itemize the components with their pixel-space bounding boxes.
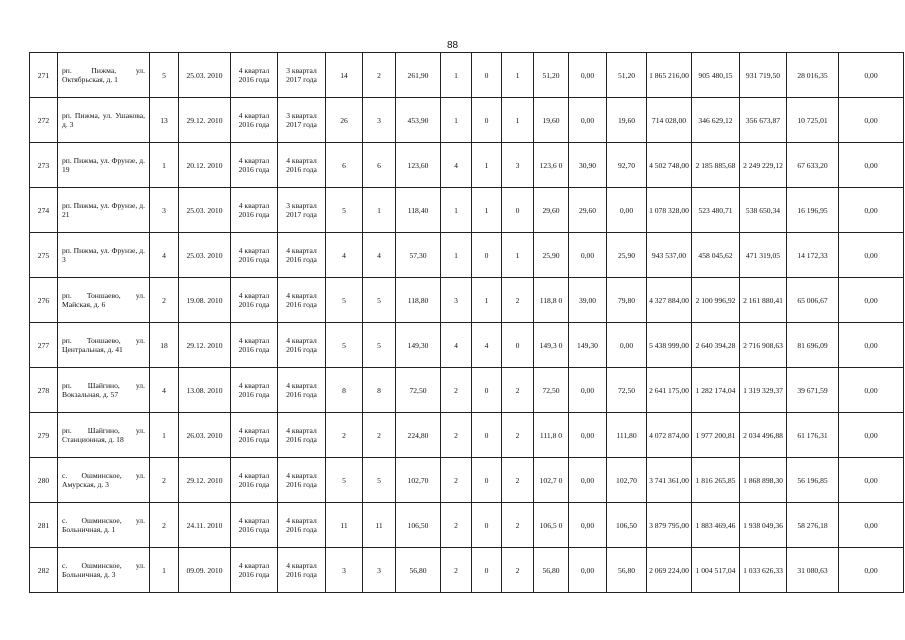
address-cell: рп. Пижма, ул. Ушакова, д. 3 bbox=[58, 98, 150, 143]
address-cell: рп. Шайгино, ул. Вокзальная, д. 57 bbox=[58, 368, 150, 413]
residents-cell: 4 bbox=[326, 233, 363, 278]
resettled-cell: 5 bbox=[363, 278, 396, 323]
row-number: 271 bbox=[30, 53, 58, 98]
area-municipal-cell: 19,60 bbox=[607, 98, 647, 143]
count-cell: 4 bbox=[150, 233, 179, 278]
address-cell: с. Ошминское, ул. Больничная, д. 3 bbox=[58, 548, 150, 593]
local-cell: 28 016,35 bbox=[787, 53, 839, 98]
region-cell: 471 319,05 bbox=[740, 233, 787, 278]
cost-total-cell: 5 438 999,00 bbox=[647, 323, 692, 368]
fund-cell: 1 883 469,46 bbox=[692, 503, 740, 548]
resettled-cell: 6 bbox=[363, 143, 396, 188]
row-number: 276 bbox=[30, 278, 58, 323]
rooms-municipal-cell: 1 bbox=[502, 98, 534, 143]
resettled-cell: 5 bbox=[363, 458, 396, 503]
area-total-cell: 72,50 bbox=[534, 368, 569, 413]
area-total-cell: 149,3 0 bbox=[534, 323, 569, 368]
cost-total-cell: 3 741 361,00 bbox=[647, 458, 692, 503]
count-cell: 13 bbox=[150, 98, 179, 143]
quarter-start-cell: 4 квартал 2016 года bbox=[231, 188, 278, 233]
area-total-cell: 19,60 bbox=[534, 98, 569, 143]
quarter-start-cell: 4 квартал 2016 года bbox=[231, 503, 278, 548]
fund-cell: 1 282 174,04 bbox=[692, 368, 740, 413]
table-row bbox=[30, 278, 904, 323]
rooms-private-cell: 1 bbox=[472, 143, 502, 188]
table-row bbox=[30, 458, 904, 503]
area-cell: 106,50 bbox=[396, 503, 441, 548]
rooms-private-cell: 0 bbox=[472, 53, 502, 98]
count-cell: 1 bbox=[150, 143, 179, 188]
rooms-municipal-cell: 2 bbox=[502, 548, 534, 593]
rooms-private-cell: 0 bbox=[472, 368, 502, 413]
rooms-municipal-cell: 2 bbox=[502, 413, 534, 458]
row-number: 275 bbox=[30, 233, 58, 278]
rooms-municipal-cell: 2 bbox=[502, 458, 534, 503]
date-cell: 25.03. 2010 bbox=[179, 188, 231, 233]
cost-total-cell: 1 865 216,00 bbox=[647, 53, 692, 98]
row-number: 274 bbox=[30, 188, 58, 233]
quarter-end-cell: 4 квартал 2016 года bbox=[278, 548, 326, 593]
cost-total-cell: 4 072 874,00 bbox=[647, 413, 692, 458]
row-number: 272 bbox=[30, 98, 58, 143]
quarter-start-cell: 4 квартал 2016 года bbox=[231, 368, 278, 413]
date-cell: 29.12. 2010 bbox=[179, 323, 231, 368]
address-cell: рп. Пижма, ул. Фрунзе, д. 19 bbox=[58, 143, 150, 188]
residents-cell: 3 bbox=[326, 548, 363, 593]
fund-cell: 2 100 996,92 bbox=[692, 278, 740, 323]
cost-total-cell: 4 502 748,00 bbox=[647, 143, 692, 188]
residents-cell: 5 bbox=[326, 458, 363, 503]
region-cell: 2 716 908,63 bbox=[740, 323, 787, 368]
local-cell: 39 671,59 bbox=[787, 368, 839, 413]
address-cell: с. Ошминское, ул. Больничная, д. 1 bbox=[58, 503, 150, 548]
region-cell: 1 033 626,33 bbox=[740, 548, 787, 593]
cost-total-cell: 4 327 884,00 bbox=[647, 278, 692, 323]
quarter-start-cell: 4 квартал 2016 года bbox=[231, 413, 278, 458]
resettled-cell: 5 bbox=[363, 323, 396, 368]
fund-cell: 346 629,12 bbox=[692, 98, 740, 143]
rooms-municipal-cell: 2 bbox=[502, 368, 534, 413]
area-private-cell: 0,00 bbox=[569, 548, 607, 593]
count-cell: 3 bbox=[150, 188, 179, 233]
quarter-end-cell: 3 квартал 2017 года bbox=[278, 53, 326, 98]
residents-cell: 14 bbox=[326, 53, 363, 98]
area-municipal-cell: 0,00 bbox=[607, 188, 647, 233]
extra-cell: 0,00 bbox=[839, 548, 904, 593]
address-cell: рп. Пижма, ул. Фрунзе, д. 3 bbox=[58, 233, 150, 278]
extra-cell: 0,00 bbox=[839, 53, 904, 98]
address-cell: рп. Шайгино, ул. Станционная, д. 18 bbox=[58, 413, 150, 458]
cost-total-cell: 714 028,00 bbox=[647, 98, 692, 143]
table-row bbox=[30, 323, 904, 368]
region-cell: 1 868 898,30 bbox=[740, 458, 787, 503]
rooms-total-cell: 4 bbox=[441, 323, 472, 368]
rooms-total-cell: 1 bbox=[441, 188, 472, 233]
rooms-total-cell: 2 bbox=[441, 458, 472, 503]
count-cell: 2 bbox=[150, 278, 179, 323]
area-cell: 102,70 bbox=[396, 458, 441, 503]
rooms-private-cell: 0 bbox=[472, 413, 502, 458]
quarter-end-cell: 4 квартал 2016 года bbox=[278, 458, 326, 503]
fund-cell: 1 004 517,04 bbox=[692, 548, 740, 593]
extra-cell: 0,00 bbox=[839, 98, 904, 143]
rooms-municipal-cell: 3 bbox=[502, 143, 534, 188]
resettled-cell: 1 bbox=[363, 188, 396, 233]
rooms-municipal-cell: 1 bbox=[502, 53, 534, 98]
extra-cell: 0,00 bbox=[839, 413, 904, 458]
resettled-cell: 4 bbox=[363, 233, 396, 278]
area-private-cell: 149,30 bbox=[569, 323, 607, 368]
area-cell: 453,90 bbox=[396, 98, 441, 143]
residents-cell: 5 bbox=[326, 278, 363, 323]
rooms-total-cell: 4 bbox=[441, 143, 472, 188]
area-municipal-cell: 25,90 bbox=[607, 233, 647, 278]
quarter-end-cell: 4 квартал 2016 года bbox=[278, 233, 326, 278]
area-municipal-cell: 51,20 bbox=[607, 53, 647, 98]
area-municipal-cell: 79,80 bbox=[607, 278, 647, 323]
row-number: 273 bbox=[30, 143, 58, 188]
table-row bbox=[30, 143, 904, 188]
resettled-cell: 2 bbox=[363, 413, 396, 458]
fund-cell: 458 045,62 bbox=[692, 233, 740, 278]
address-cell: рп. Тоншаево, ул. Центральная, д. 41 bbox=[58, 323, 150, 368]
area-cell: 57,30 bbox=[396, 233, 441, 278]
count-cell: 1 bbox=[150, 548, 179, 593]
extra-cell: 0,00 bbox=[839, 368, 904, 413]
address-cell: рп. Пижма, ул. Фрунзе, д. 21 bbox=[58, 188, 150, 233]
region-cell: 356 673,87 bbox=[740, 98, 787, 143]
extra-cell: 0,00 bbox=[839, 143, 904, 188]
local-cell: 14 172,33 bbox=[787, 233, 839, 278]
fund-cell: 1 977 200,81 bbox=[692, 413, 740, 458]
area-municipal-cell: 72,50 bbox=[607, 368, 647, 413]
rooms-private-cell: 1 bbox=[472, 278, 502, 323]
fund-cell: 905 480,15 bbox=[692, 53, 740, 98]
residents-cell: 5 bbox=[326, 323, 363, 368]
rooms-total-cell: 1 bbox=[441, 233, 472, 278]
resettled-cell: 11 bbox=[363, 503, 396, 548]
date-cell: 25.03. 2010 bbox=[179, 53, 231, 98]
fund-cell: 1 816 265,85 bbox=[692, 458, 740, 503]
area-cell: 149,30 bbox=[396, 323, 441, 368]
rooms-total-cell: 2 bbox=[441, 413, 472, 458]
extra-cell: 0,00 bbox=[839, 188, 904, 233]
row-number: 278 bbox=[30, 368, 58, 413]
count-cell: 18 bbox=[150, 323, 179, 368]
rooms-total-cell: 2 bbox=[441, 368, 472, 413]
quarter-start-cell: 4 квартал 2016 года bbox=[231, 548, 278, 593]
quarter-end-cell: 3 квартал 2017 года bbox=[278, 188, 326, 233]
quarter-start-cell: 4 квартал 2016 года bbox=[231, 98, 278, 143]
region-cell: 2 249 229,12 bbox=[740, 143, 787, 188]
count-cell: 4 bbox=[150, 368, 179, 413]
rooms-municipal-cell: 1 bbox=[502, 233, 534, 278]
residents-cell: 11 bbox=[326, 503, 363, 548]
fund-cell: 2 185 885,68 bbox=[692, 143, 740, 188]
local-cell: 31 080,63 bbox=[787, 548, 839, 593]
row-number: 277 bbox=[30, 323, 58, 368]
area-cell: 56,80 bbox=[396, 548, 441, 593]
area-total-cell: 118,8 0 bbox=[534, 278, 569, 323]
area-municipal-cell: 56,80 bbox=[607, 548, 647, 593]
residents-cell: 6 bbox=[326, 143, 363, 188]
area-private-cell: 29,60 bbox=[569, 188, 607, 233]
region-cell: 538 650,34 bbox=[740, 188, 787, 233]
area-total-cell: 29,60 bbox=[534, 188, 569, 233]
area-municipal-cell: 92,70 bbox=[607, 143, 647, 188]
extra-cell: 0,00 bbox=[839, 278, 904, 323]
quarter-start-cell: 4 квартал 2016 года bbox=[231, 323, 278, 368]
area-private-cell: 0,00 bbox=[569, 368, 607, 413]
quarter-end-cell: 4 квартал 2016 года bbox=[278, 143, 326, 188]
local-cell: 56 196,85 bbox=[787, 458, 839, 503]
rooms-total-cell: 3 bbox=[441, 278, 472, 323]
area-cell: 118,80 bbox=[396, 278, 441, 323]
region-cell: 2 161 880,41 bbox=[740, 278, 787, 323]
rooms-private-cell: 1 bbox=[472, 188, 502, 233]
rooms-total-cell: 2 bbox=[441, 503, 472, 548]
table-row bbox=[30, 98, 904, 143]
area-total-cell: 56,80 bbox=[534, 548, 569, 593]
residents-cell: 26 bbox=[326, 98, 363, 143]
rooms-total-cell: 2 bbox=[441, 548, 472, 593]
quarter-end-cell: 4 квартал 2016 года bbox=[278, 323, 326, 368]
rooms-municipal-cell: 0 bbox=[502, 323, 534, 368]
area-total-cell: 102,7 0 bbox=[534, 458, 569, 503]
address-cell: рп. Пижма, ул. Октябрьская, д. 1 bbox=[58, 53, 150, 98]
area-private-cell: 0,00 bbox=[569, 53, 607, 98]
local-cell: 58 276,18 bbox=[787, 503, 839, 548]
count-cell: 5 bbox=[150, 53, 179, 98]
rooms-total-cell: 1 bbox=[441, 53, 472, 98]
rooms-municipal-cell: 2 bbox=[502, 503, 534, 548]
date-cell: 19.08. 2010 bbox=[179, 278, 231, 323]
area-total-cell: 25,90 bbox=[534, 233, 569, 278]
table-row bbox=[30, 503, 904, 548]
quarter-start-cell: 4 квартал 2016 года bbox=[231, 53, 278, 98]
quarter-start-cell: 4 квартал 2016 года bbox=[231, 458, 278, 503]
cost-total-cell: 3 879 795,00 bbox=[647, 503, 692, 548]
count-cell: 2 bbox=[150, 503, 179, 548]
date-cell: 25.03. 2010 bbox=[179, 233, 231, 278]
area-municipal-cell: 102,70 bbox=[607, 458, 647, 503]
table-row bbox=[30, 368, 904, 413]
residents-cell: 2 bbox=[326, 413, 363, 458]
housing-table bbox=[29, 52, 904, 593]
cost-total-cell: 943 537,00 bbox=[647, 233, 692, 278]
table-row bbox=[30, 53, 904, 98]
quarter-start-cell: 4 квартал 2016 года bbox=[231, 233, 278, 278]
area-private-cell: 39,00 bbox=[569, 278, 607, 323]
date-cell: 29.12. 2010 bbox=[179, 98, 231, 143]
region-cell: 931 719,50 bbox=[740, 53, 787, 98]
resettled-cell: 3 bbox=[363, 548, 396, 593]
cost-total-cell: 1 078 328,00 bbox=[647, 188, 692, 233]
count-cell: 2 bbox=[150, 458, 179, 503]
address-cell: рп. Тоншаево, ул. Майская, д. 6 bbox=[58, 278, 150, 323]
date-cell: 09.09. 2010 bbox=[179, 548, 231, 593]
resettled-cell: 8 bbox=[363, 368, 396, 413]
area-private-cell: 0,00 bbox=[569, 503, 607, 548]
rooms-private-cell: 0 bbox=[472, 233, 502, 278]
address-cell: с. Ошминское, ул. Амурская, д. 3 bbox=[58, 458, 150, 503]
area-municipal-cell: 111,80 bbox=[607, 413, 647, 458]
region-cell: 2 034 496,88 bbox=[740, 413, 787, 458]
extra-cell: 0,00 bbox=[839, 503, 904, 548]
fund-cell: 2 640 394,28 bbox=[692, 323, 740, 368]
count-cell: 1 bbox=[150, 413, 179, 458]
rooms-private-cell: 0 bbox=[472, 503, 502, 548]
quarter-start-cell: 4 квартал 2016 года bbox=[231, 278, 278, 323]
area-cell: 261,90 bbox=[396, 53, 441, 98]
local-cell: 67 633,20 bbox=[787, 143, 839, 188]
area-cell: 224,80 bbox=[396, 413, 441, 458]
rooms-total-cell: 1 bbox=[441, 98, 472, 143]
area-private-cell: 0,00 bbox=[569, 233, 607, 278]
date-cell: 20.12. 2010 bbox=[179, 143, 231, 188]
date-cell: 26.03. 2010 bbox=[179, 413, 231, 458]
table-row bbox=[30, 548, 904, 593]
row-number: 281 bbox=[30, 503, 58, 548]
region-cell: 1 938 049,36 bbox=[740, 503, 787, 548]
area-private-cell: 0,00 bbox=[569, 98, 607, 143]
extra-cell: 0,00 bbox=[839, 458, 904, 503]
fund-cell: 523 480,71 bbox=[692, 188, 740, 233]
page-number: 88 bbox=[446, 40, 459, 51]
cost-total-cell: 2 641 175,00 bbox=[647, 368, 692, 413]
area-total-cell: 111,8 0 bbox=[534, 413, 569, 458]
extra-cell: 0,00 bbox=[839, 323, 904, 368]
area-cell: 72,50 bbox=[396, 368, 441, 413]
rooms-private-cell: 0 bbox=[472, 548, 502, 593]
resettled-cell: 2 bbox=[363, 53, 396, 98]
local-cell: 10 725,01 bbox=[787, 98, 839, 143]
date-cell: 24.11. 2010 bbox=[179, 503, 231, 548]
rooms-private-cell: 4 bbox=[472, 323, 502, 368]
date-cell: 29.12. 2010 bbox=[179, 458, 231, 503]
area-private-cell: 0,00 bbox=[569, 413, 607, 458]
area-cell: 118,40 bbox=[396, 188, 441, 233]
area-municipal-cell: 106,50 bbox=[607, 503, 647, 548]
rooms-private-cell: 0 bbox=[472, 98, 502, 143]
row-number: 279 bbox=[30, 413, 58, 458]
cost-total-cell: 2 069 224,00 bbox=[647, 548, 692, 593]
area-private-cell: 0,00 bbox=[569, 458, 607, 503]
area-total-cell: 106,5 0 bbox=[534, 503, 569, 548]
area-total-cell: 51,20 bbox=[534, 53, 569, 98]
resettled-cell: 3 bbox=[363, 98, 396, 143]
row-number: 280 bbox=[30, 458, 58, 503]
rooms-municipal-cell: 2 bbox=[502, 278, 534, 323]
date-cell: 13.08. 2010 bbox=[179, 368, 231, 413]
row-number: 282 bbox=[30, 548, 58, 593]
quarter-end-cell: 3 квартал 2017 года bbox=[278, 98, 326, 143]
quarter-end-cell: 4 квартал 2016 года bbox=[278, 503, 326, 548]
quarter-start-cell: 4 квартал 2016 года bbox=[231, 143, 278, 188]
local-cell: 81 696,09 bbox=[787, 323, 839, 368]
residents-cell: 5 bbox=[326, 188, 363, 233]
rooms-municipal-cell: 0 bbox=[502, 188, 534, 233]
area-cell: 123,60 bbox=[396, 143, 441, 188]
table-row bbox=[30, 188, 904, 233]
quarter-end-cell: 4 квартал 2016 года bbox=[278, 278, 326, 323]
table-row bbox=[30, 413, 904, 458]
residents-cell: 8 bbox=[326, 368, 363, 413]
quarter-end-cell: 4 квартал 2016 года bbox=[278, 413, 326, 458]
quarter-end-cell: 4 квартал 2016 года bbox=[278, 368, 326, 413]
local-cell: 65 006,67 bbox=[787, 278, 839, 323]
area-private-cell: 30,90 bbox=[569, 143, 607, 188]
local-cell: 16 196,95 bbox=[787, 188, 839, 233]
region-cell: 1 319 329,37 bbox=[740, 368, 787, 413]
area-municipal-cell: 0,00 bbox=[607, 323, 647, 368]
rooms-private-cell: 0 bbox=[472, 458, 502, 503]
area-total-cell: 123,6 0 bbox=[534, 143, 569, 188]
local-cell: 61 176,31 bbox=[787, 413, 839, 458]
table-row bbox=[30, 233, 904, 278]
extra-cell: 0,00 bbox=[839, 233, 904, 278]
